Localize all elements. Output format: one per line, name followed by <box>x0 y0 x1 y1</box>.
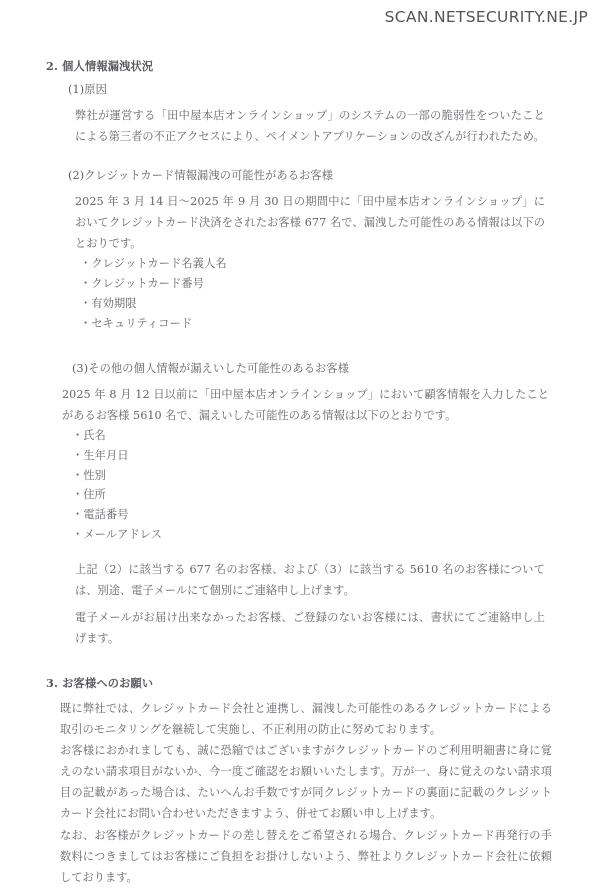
source-watermark: SCAN.NETSECURITY.NE.JP <box>384 8 588 26</box>
section-2-item-1-heading: (1)原因 <box>68 82 107 96</box>
list-item: ・ セキュリティコード <box>80 314 600 334</box>
list-item: ・ 性別 <box>72 466 600 486</box>
section-2-item-3-list <box>72 426 600 546</box>
list-item: ・ クレジットカード名義人名 <box>80 254 600 274</box>
list-item: ・ 氏名 <box>72 426 600 446</box>
list-item: ・ クレジットカード番号 <box>80 274 600 294</box>
list-item: ・ 生年月日 <box>72 446 600 466</box>
section-2-item-2-heading: (2)クレジットカード情報漏洩の可能性があるお客様 <box>68 168 334 182</box>
list-item: ・ 電話番号 <box>72 505 600 525</box>
section-2-item-2-body: 2025 年 3 月 14 日～2025 年 9 月 30 日の期間中に「田中屋本店オンラインショップ」においてクレジットカード決済をされたお客様 677 名で、漏洩した可能性のある情報は以下のとおりです。 <box>75 194 545 250</box>
section-2-closing-paragraph-2: 電子メールがお届け出来なかったお客様、ご登録のないお客様には、書状にてご連絡申し上げます。 <box>75 611 545 646</box>
section-2-heading: 2. 個人情報漏洩状況 <box>46 59 154 73</box>
section-3-paragraph-2: お客様におかれましても、誠に恐縮ではございますがクレジットカードのご利用明細書に身に覚えのない請求項目がないか、今一度ご確認をお願いいたします。万が一、身に覚えのない請求項目の記載があった場合は、たいへんお手数ですが同クレジットカードの裏面に記載のクレジットカード会社にお問い合わせいただきますよう、併せてお願い申し上げます。 <box>60 744 552 821</box>
list-item: ・ 有効期限 <box>80 294 600 314</box>
section-2-item-3-heading: (3)その他の個人情報が漏えいした可能性のあるお客様 <box>72 361 350 375</box>
section-3-heading: 3. お客様へのお願い <box>46 676 154 691</box>
section-2-item-1-body: 弊社が運営する「田中屋本店オンラインショップ」のシステムの一部の脆弱性をついたことによる第三者の不正アクセスにより、ペイメントアプリケーションの改ざんが行われたため。 <box>75 108 545 143</box>
list-item: ・ 住所 <box>72 485 600 505</box>
list-item: ・ メールアドレス <box>72 525 600 545</box>
section-3-paragraph-3: なお、お客様がクレジットカードの差し替えをご希望される場合、クレジットカード再発行の手数料につきましてはお客様にご負担をお掛けしないよう、弊社よりクレジットカード会社に依頼しております。 <box>60 828 552 884</box>
document-body <box>0 58 600 888</box>
section-3-paragraph-1: 既に弊社では、クレジットカード会社と連携し、漏洩した可能性のあるクレジットカードによる取引のモニタリングを継続して実施し、不正利用の防止に努めております。 <box>60 702 552 737</box>
section-2-closing-paragraph-1: 上記（2）に該当する 677 名のお客様、および（3）に該当する 5610 名のお客様については、別途、電子メールにて個別にご連絡申し上げます。 <box>75 563 545 598</box>
section-2-item-2-list <box>80 254 600 334</box>
section-2-item-3-body: 2025 年 8 月 12 日以前に「田中屋本店オンラインショップ」において顧客情報を入力したことがあるお客様 5610 名で、漏えいした可能性のある情報は以下のとおりです。 <box>62 387 549 422</box>
